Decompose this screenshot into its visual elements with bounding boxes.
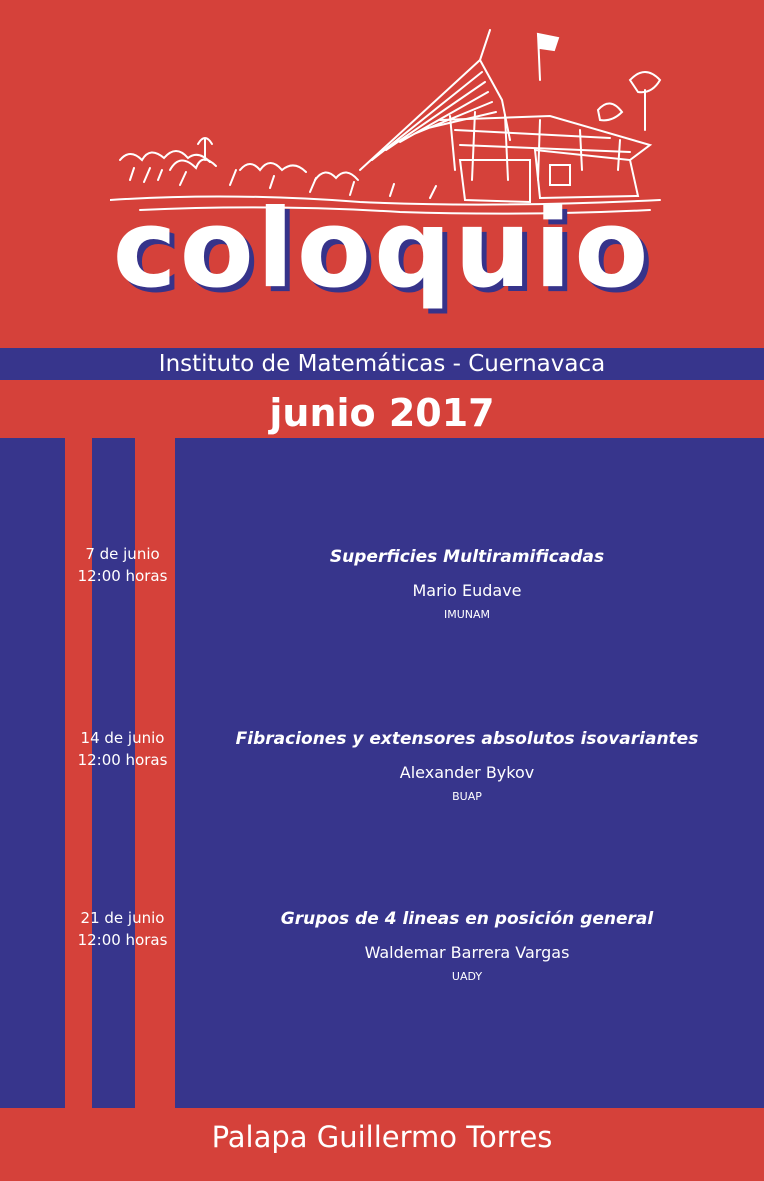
talk-date-block (60, 543, 185, 587)
talk-speaker: Waldemar Barrera Vargas (364, 943, 570, 962)
talk-time: 12:00 horas (77, 567, 168, 585)
talk-date: 14 de junio (80, 729, 165, 747)
talk-speaker: Alexander Bykov (399, 763, 535, 782)
talk-date-block (60, 727, 185, 771)
decorative-stripe (135, 438, 175, 1108)
poster-title: coloquio (112, 187, 652, 312)
talk-speaker: Mario Eudave (412, 581, 522, 600)
talk-block (190, 907, 744, 985)
decorative-stripe (65, 438, 92, 1108)
talk-affiliation: BUAP (452, 790, 482, 803)
talk-date: 21 de junio (80, 909, 165, 927)
talk-affiliation: UADY (451, 970, 483, 983)
talk-time: 12:00 horas (77, 751, 168, 769)
institute-name: Instituto de Matemáticas - Cuernavaca (158, 351, 606, 377)
month-heading: junio 2017 (269, 391, 495, 435)
talk-affiliation: IMUNAM (443, 608, 491, 621)
talk-date-block (60, 907, 185, 951)
talk-time: 12:00 horas (77, 931, 168, 949)
talk-block (190, 545, 744, 623)
talk-title: Grupos de 4 lineas en posición general (280, 909, 654, 929)
talk-block (190, 727, 744, 805)
talk-title: Superficies Multiramificadas (329, 547, 605, 567)
talk-date: 7 de junio (85, 545, 160, 563)
venue: Palapa Guillermo Torres (211, 1120, 553, 1154)
talk-title: Fibraciones y extensores absolutos isovariantes (235, 729, 699, 749)
